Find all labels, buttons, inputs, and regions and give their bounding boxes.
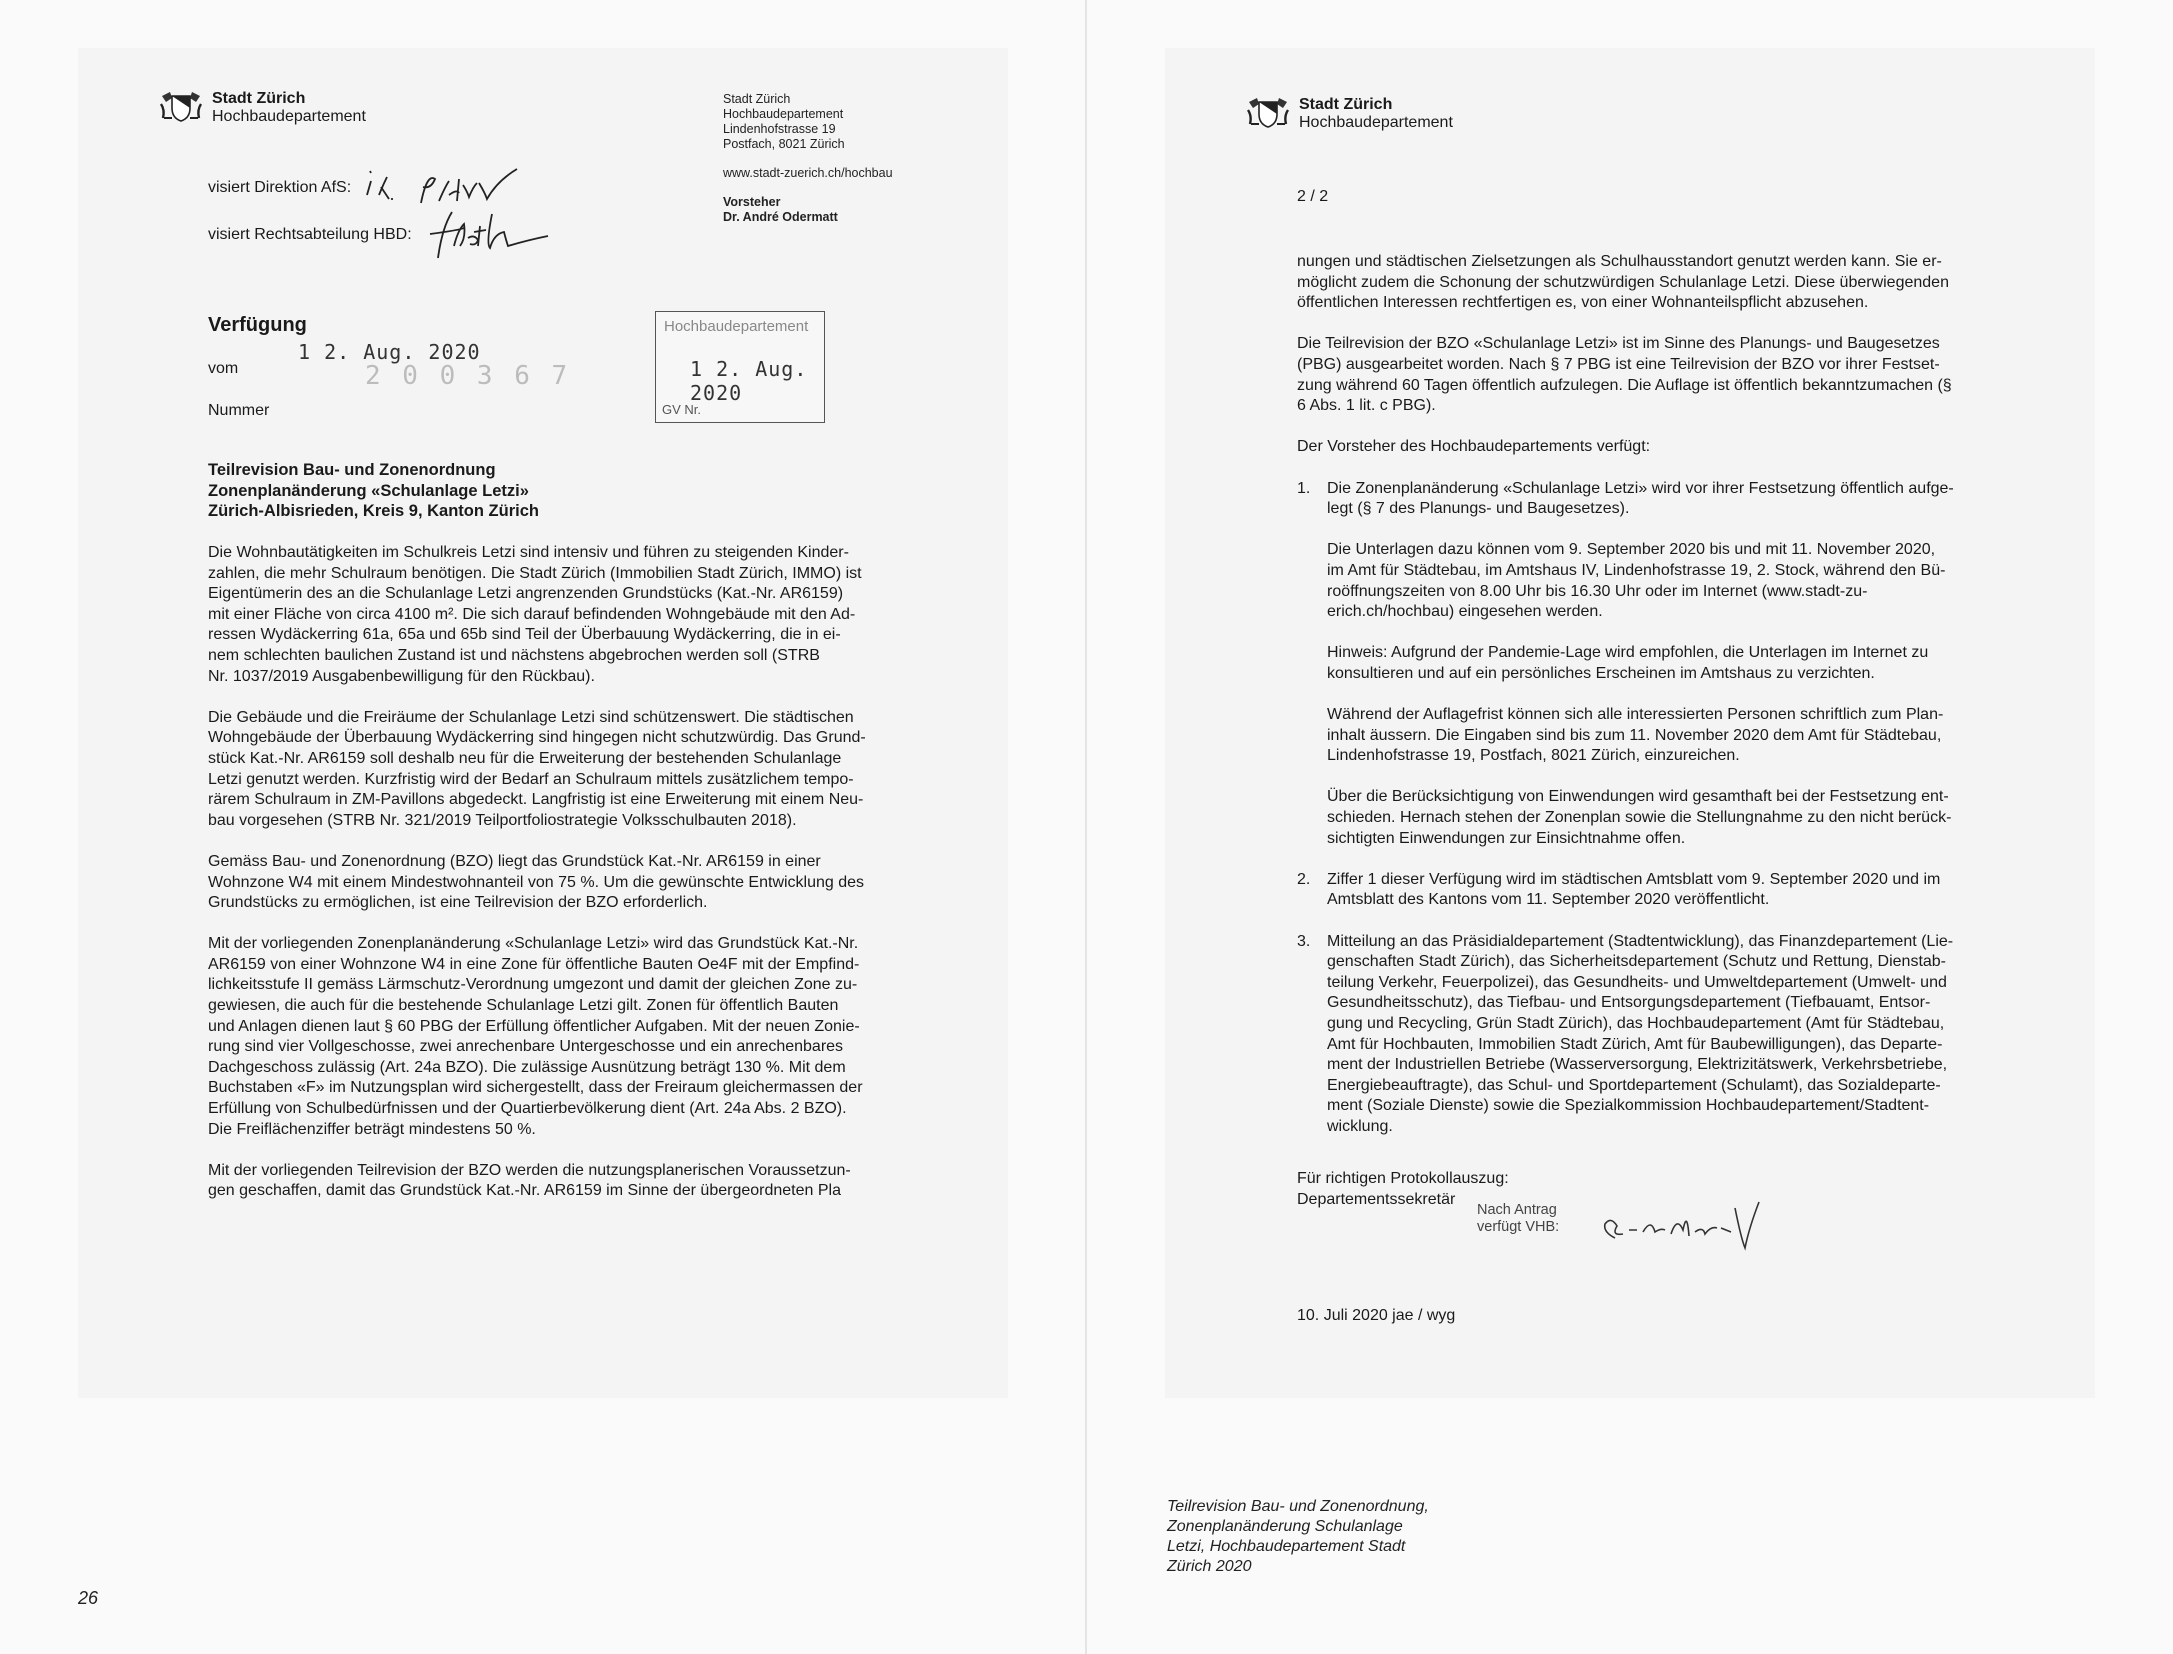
text-line: Gemäss Bau- und Zonenordnung (BZO) liegt das Grundstück Kat.-Nr. AR6159 in einer bbox=[208, 852, 821, 870]
right-body-text bbox=[1297, 252, 2087, 1158]
hbd-signature bbox=[422, 208, 562, 262]
text-line: Wohnzone W4 mit einem Mindestwohnanteil von 75 %. Um die gewünschte Entwicklung des bbox=[208, 873, 865, 891]
text-line: stück Kat.-Nr. AR6159 soll deshalb neu für die Erweiterung der bestehenden Schulanlage bbox=[208, 749, 842, 767]
text-line: Über die Berücksichtigung von Einwendungen wird gesamthaft bei der Festsetzung ent- bbox=[1327, 788, 1949, 806]
text-line: Hinweis: Aufgrund der Pandemie-Lage wird empfohlen, die Unterlagen im Internet zu bbox=[1327, 644, 1929, 662]
caption-line: Zürich 2020 bbox=[1167, 1558, 1252, 1575]
text-line: zahlen, die mehr Schulraum benötigen. Die Stadt Zürich (Immobilien Stadt Zürich, IMMO) ist bbox=[208, 564, 862, 582]
logo-department: Hochbaudepartement bbox=[212, 108, 366, 125]
body-paragraph bbox=[1297, 252, 2087, 314]
text-line: Während der Auflagefrist können sich alle interessierten Personen schriftlich zum Plan- bbox=[1327, 706, 1944, 724]
text-line: Die Teilrevision der BZO «Schulanlage Letzi» ist im Sinne des Planungs- und Baugesetzes bbox=[1297, 335, 1940, 353]
text-line: AR6159 von einer Wohnzone W4 in eine Zone für öffentliche Bauten Oe4F mit der Empfind- bbox=[208, 955, 860, 973]
text-line: wicklung. bbox=[1327, 1117, 1393, 1135]
text-line: Mitteilung an das Präsidialdepartement (Stadtentwicklung), das Finanzdepartement (Lie- bbox=[1327, 932, 1954, 950]
text-line: mit einer Fläche von circa 4100 m². Die sich darauf befindenden Wohngebäude mit den Ad- bbox=[208, 605, 856, 623]
text-line: lichkeitsstufe II gemäss Lärmschutz-Verordnung umgezont und damit der gleichen Zone zu- bbox=[208, 976, 858, 994]
text-line: Die Freiflächenziffer beträgt mindestens 50 %. bbox=[208, 1120, 536, 1138]
text-line: schieden. Hernach stehen der Zonenplan sowie die Stellungnahme zu den nicht berück- bbox=[1327, 809, 1952, 827]
left-document-page bbox=[78, 48, 1008, 1398]
subject-line: Teilrevision Bau- und Zonenordnung bbox=[208, 461, 496, 479]
text-line: Amtsblatt des Kantons vom 11. September 2020 veröffentlicht. bbox=[1327, 891, 1770, 909]
text-line: inhalt äussern. Die Eingaben sind bis zum 11. November 2020 dem Amt für Städtebau, bbox=[1327, 726, 1942, 744]
caption-line: Teilrevision Bau- und Zonenordnung, bbox=[1167, 1498, 1429, 1515]
verfuegt-vhb-line: verfügt VHB: bbox=[1477, 1219, 1560, 1235]
receipt-stamp bbox=[655, 311, 825, 423]
address-line: Stadt Zürich bbox=[723, 92, 791, 106]
text-line: Die Zonenplanänderung «Schulanlage Letzi» wird vor ihrer Festsetzung öffentlich aufge- bbox=[1327, 479, 1954, 497]
visa-hbd-row bbox=[208, 208, 562, 262]
secretary-line: Departementssekretär bbox=[1297, 1190, 1456, 1208]
text-line: öffentlichen Interessen rechtfertigen es, von einer Wohnanteilspflicht abzusehen. bbox=[1297, 294, 1869, 312]
text-line: Die Gebäude und die Freiräume der Schulanlage Letzi sind schützenswert. Die städtischen bbox=[208, 708, 854, 726]
text-line: legt (§ 7 des Planungs- und Baugesetzes). bbox=[1327, 500, 1630, 518]
address-line: Lindenhofstrasse 19 bbox=[723, 122, 836, 136]
text-line: Mit der vorliegenden Teilrevision der BZO werden die nutzungsplanerischen Voraussetzun- bbox=[208, 1161, 851, 1179]
decree-number-stamp: 2 0 0 3 6 7 bbox=[365, 361, 571, 391]
decree-items-list bbox=[1297, 479, 2087, 1138]
stamp-gv-number: GV Nr. bbox=[662, 402, 702, 417]
body-paragraph bbox=[1327, 540, 2087, 622]
item-number: 1. bbox=[1297, 479, 1311, 497]
zurich-coat-of-arms-icon bbox=[158, 90, 204, 122]
decree-title: Verfügung bbox=[208, 314, 307, 336]
item-number: 2. bbox=[1297, 870, 1311, 888]
text-line: rung sind vier Vollgeschosse, zwei anrechenbare Untergeschosse und ein anrechenbares bbox=[208, 1038, 844, 1056]
item-text bbox=[1327, 932, 2087, 1138]
body-paragraph bbox=[1327, 643, 2087, 684]
text-line: bau vorgesehen (STRB Nr. 321/2019 Teilportfoliostrategie Volksschulbauten 2018). bbox=[208, 811, 797, 829]
text-line: roöffnungszeiten von 8.00 Uhr bis 16.30 Uhr oder im Internet (www.stadt-zu- bbox=[1327, 582, 1868, 600]
address-line: Postfach, 8021 Zürich bbox=[723, 137, 845, 151]
text-line: Buchstaben «F» im Nutzungsplan wird sichergestellt, dass der Freiraum gleichermassen der bbox=[208, 1079, 863, 1097]
decree-date-stamp: 1 2. Aug. 2020 bbox=[298, 340, 481, 364]
decree-item bbox=[1297, 870, 2087, 911]
logo-city: Stadt Zürich bbox=[1299, 96, 1393, 113]
text-line: rärem Schulraum in ZM-Pavillons abgedeckt. Langfristig ist eine Erweiterung mit einem Neu- bbox=[208, 791, 864, 809]
head-name: Dr. André Odermatt bbox=[723, 210, 838, 224]
text-line: Dachgeschoss zulässig (Art. 24a BZO). Die zulässige Ausnützung beträgt 130 %. Mit dem bbox=[208, 1058, 846, 1076]
text-line: Lindenhofstrasse 19, Postfach, 8021 Zürich, einzureichen. bbox=[1327, 747, 1740, 765]
visa-hbd-label: visiert Rechtsabteilung HBD: bbox=[208, 226, 412, 243]
decree-item bbox=[1297, 479, 2087, 850]
caption-line: Zonenplanänderung Schulanlage bbox=[1167, 1518, 1403, 1535]
text-line: ment der Industriellen Betriebe (Wasserversorgung, Elektrizitätswerk, Verkehrsbetriebe, bbox=[1327, 1056, 1948, 1074]
text-line: nem schlechten baulichen Zustand ist und nächstens abgebrochen werden soll (STRB bbox=[208, 646, 820, 664]
book-gutter bbox=[1085, 0, 1087, 1654]
protocol-line: Für richtigen Protokollauszug: bbox=[1297, 1170, 1509, 1187]
text-line: sichtigten Einwendungen zur Einsichtnahme offen. bbox=[1327, 829, 1686, 847]
sender-address bbox=[723, 92, 893, 225]
subject-line: Zonenplanänderung «Schulanlage Letzi» bbox=[208, 481, 529, 500]
nach-antrag-note bbox=[1477, 1202, 1559, 1236]
visa-afs-row bbox=[208, 165, 591, 211]
page-folio: 26 bbox=[78, 1588, 99, 1608]
text-line: Wohngebäude der Überbauung Wydäckerring sind hingegen nicht schutzwürdig. Das Grund- bbox=[208, 729, 866, 747]
logo-department: Hochbaudepartement bbox=[1299, 114, 1453, 131]
vom-label: vom bbox=[208, 360, 239, 377]
nach-antrag-line: Nach Antrag bbox=[1477, 1202, 1557, 1218]
text-line: ressen Wydäckerring 61a, 65a und 65b sind Teil der Überbauung Wydäckerring, die in ei- bbox=[208, 626, 841, 644]
stadt-zuerich-logo bbox=[1245, 96, 1453, 132]
body-paragraph bbox=[208, 1161, 1008, 1202]
logo-city: Stadt Zürich bbox=[212, 90, 306, 107]
text-line: Gesundheitsschutz), das Tiefbau- und Entsorgungsdepartement (Tiefbauamt, Entsor- bbox=[1327, 994, 1931, 1012]
right-document-page bbox=[1165, 48, 2095, 1398]
text-line: Die Unterlagen dazu können vom 9. September 2020 bis und mit 11. November 2020, bbox=[1327, 541, 1936, 559]
text-line: Grundstücks zu ermöglichen, ist eine Teilrevision der BZO erforderlich. bbox=[208, 894, 708, 912]
head-title: Vorsteher bbox=[723, 195, 781, 209]
text-line: genschaften Stadt Zürich), das Sicherheitsdepartement (Schutz und Rettung, Dienstab- bbox=[1327, 953, 1947, 971]
text-line: gewiesen, die auch für die bestehende Schulanlage Letzi gilt. Zonen für öffentlich Bauten bbox=[208, 997, 839, 1015]
secretary-signature bbox=[1585, 1198, 1825, 1258]
item-text bbox=[1327, 870, 2087, 911]
text-line: nungen und städtischen Zielsetzungen als Schulhausstandort genutzt werden kann. Sie er- bbox=[1297, 253, 1942, 270]
text-line: Letzi genutzt werden. Kurzfristig wird der Bedarf an Schulraum mittels zusätzlichem tempo- bbox=[208, 770, 854, 788]
body-paragraph bbox=[208, 543, 1008, 687]
body-paragraph bbox=[1327, 787, 2087, 849]
text-line: möglicht zudem die Schonung der schutzwürdigen Schulanlage Letzi. Diese überwiegenden bbox=[1297, 273, 1949, 291]
text-line: zung während 60 Tagen öffentlich aufzulegen. Die Auflage ist öffentlich bekanntzumachen (§ bbox=[1297, 376, 1952, 394]
visa-afs-label: visiert Direktion AfS: bbox=[208, 179, 352, 196]
text-line: und Anlagen dienen laut § 60 PBG der Erfüllung öffentlicher Aufgaben. Mit der neuen Zonie- bbox=[208, 1017, 860, 1035]
left-body-text bbox=[208, 543, 1008, 1223]
address-web: www.stadt-zuerich.ch/hochbau bbox=[723, 166, 893, 180]
text-line: Nr. 1037/2019 Ausgabenbewilligung für den Rückbau). bbox=[208, 667, 595, 685]
text-line: im Amt für Städtebau, im Amtshaus IV, Lindenhofstrasse 19, 2. Stock, während den Bü- bbox=[1327, 561, 1946, 579]
body-paragraph bbox=[208, 934, 1008, 1140]
item-text bbox=[1327, 479, 2087, 850]
text-line: Ziffer 1 dieser Verfügung wird im städtischen Amtsblatt vom 9. September 2020 und im bbox=[1327, 870, 1941, 888]
text-line: teilung Verkehr, Feuerpolizei), das Gesundheits- und Umweltdepartement (Umwelt- und bbox=[1327, 973, 1947, 991]
text-line: Eigentümerin des an die Schulanlage Letzi angrenzenden Grundstücks (Kat.-Nr. AR6159) bbox=[208, 585, 844, 603]
body-paragraph bbox=[1327, 932, 2087, 1138]
stadt-zuerich-logo bbox=[158, 90, 366, 126]
text-line: Die Wohnbautätigkeiten im Schulkreis Letzi sind intensiv und führen zu steigenden Kinder- bbox=[208, 544, 849, 561]
figure-caption bbox=[1167, 1497, 1429, 1577]
body-paragraph bbox=[1327, 479, 2087, 520]
text-line: (PBG) ausgearbeitet worden. Nach § 7 PBG ist eine Teilrevision der BZO vor ihrer Festset- bbox=[1297, 355, 1940, 373]
body-paragraph bbox=[208, 708, 1008, 832]
text-line: gung und Recycling, Grün Stadt Zürich), das Hochbaudepartement (Amt für Städtebau, bbox=[1327, 1014, 1945, 1032]
text-line: 6 Abs. 1 lit. c PBG). bbox=[1297, 397, 1436, 415]
address-line: Hochbaudepartement bbox=[723, 107, 844, 121]
text-line: Mit der vorliegenden Zonenplanänderung «Schulanlage Letzi» wird das Grundstück Kat.-Nr. bbox=[208, 935, 859, 953]
stamp-department: Hochbaudepartement bbox=[664, 318, 809, 335]
body-paragraph bbox=[1297, 437, 2087, 458]
subject-heading bbox=[208, 460, 539, 522]
decree-item bbox=[1297, 932, 2087, 1138]
text-line: ment (Soziale Dienste) sowie die Spezialkommission Hochbaudepartement/Stadtent- bbox=[1327, 1097, 1930, 1115]
afs-signature bbox=[361, 165, 591, 211]
item-number: 3. bbox=[1297, 932, 1311, 950]
text-line: Amt für Hochbauten, Immobilien Stadt Zürich, Amt für Baubewilligungen), das Departe- bbox=[1327, 1035, 1943, 1053]
nummer-label: Nummer bbox=[208, 402, 270, 419]
page-number: 2 / 2 bbox=[1297, 188, 1329, 205]
body-paragraph bbox=[1297, 334, 2087, 416]
text-line: konsultieren und auf ein persönliches Erscheinen im Amtshaus zu verzichten. bbox=[1327, 664, 1875, 682]
caption-line: Letzi, Hochbaudepartement Stadt bbox=[1167, 1538, 1406, 1555]
text-line: erich.ch/hochbau) eingesehen werden. bbox=[1327, 603, 1603, 621]
text-line: Der Vorsteher des Hochbaudepartements verfügt: bbox=[1297, 438, 1651, 456]
subject-line: Zürich-Albisrieden, Kreis 9, Kanton Zürich bbox=[208, 502, 539, 520]
text-line: gen geschaffen, damit das Grundstück Kat.-Nr. AR6159 im Sinne der übergeordneten Pla bbox=[208, 1182, 841, 1200]
document-date: 10. Juli 2020 jae / wyg bbox=[1297, 1307, 1456, 1324]
text-line: Erfüllung von Schulbedürfnissen und der Quartierbevölkerung dient (Art. 24a Abs. 2 BZO). bbox=[208, 1100, 847, 1118]
body-paragraph bbox=[208, 852, 1008, 914]
zurich-coat-of-arms-icon bbox=[1245, 96, 1291, 128]
stamp-date: 1 2. Aug. 2020 bbox=[690, 357, 808, 405]
body-paragraph bbox=[1327, 705, 2087, 767]
text-line: Energiebeauftragte), das Schul- und Sportdepartement (Schulamt), das Sozialdeparte- bbox=[1327, 1076, 1941, 1094]
body-paragraph bbox=[1327, 870, 2087, 911]
